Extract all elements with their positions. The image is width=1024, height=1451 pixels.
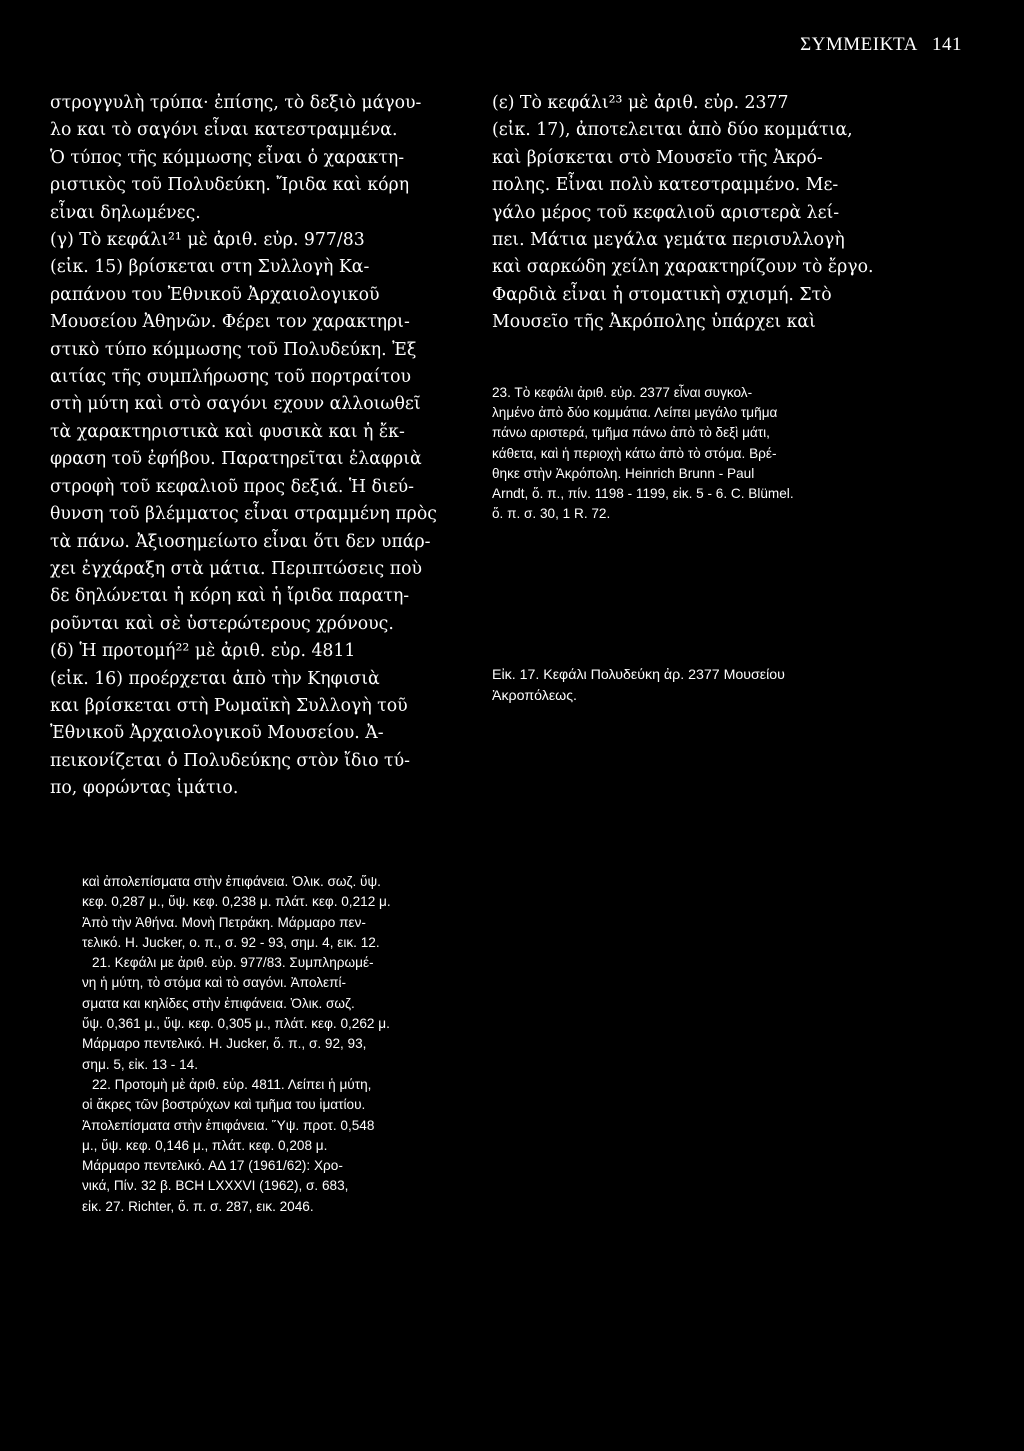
footnote-line: ὅ. π. σ. 30, 1 R. 72. [492,506,611,522]
journal-title: ΣΥΜΜΕΙΚΤΑ [800,34,917,55]
text-line: (εἰκ. 16) προέρχεται ἀπὸ τὴν Κηφισιὰ [50,668,380,689]
text-line: (γ) Τὸ κεφάλι²¹ μὲ ἀριθ. εὐρ. 977/83 [50,230,365,251]
text-line: τὰ χαρακτηριστικὰ καὶ φυσικὰ και ἡ ἔκ- [50,421,405,442]
footnote-23 [492,383,892,524]
caption-line: Εἰκ. 17. Κεφάλι Πολυδεύκη ἀρ. 2377 Μουσείου [492,667,785,683]
left-column-text [50,90,462,803]
footnote-line: θηκε στὴν Ἀκρόπολη. Heinrich Brunn - Paul [492,465,755,481]
footnote-line: τελικό. H. Jucker, o. π., σ. 92 - 93, σημ. 4, εικ. 12. [82,934,380,950]
text-line: πο, φορώντας ἱμάτιο. [50,778,239,799]
text-line: πολης. Εἶναι πολὺ κατεστραμμένο. Με- [492,175,839,196]
page-number: 141 [932,34,962,55]
text-line: πεικονίζεται ὁ Πολυδεύκης στὸν ἴδιο τύ- [50,750,410,771]
footnote-line: πάνω αριστερά, τμῆμα πάνω ἀπὸ τὸ δεξὶ μάτι, [492,425,770,441]
text-line: γάλο μέρος τοῦ κεφαλιοῦ αριστερὰ λεί- [492,202,840,223]
text-line: (ε) Τὸ κεφάλι²³ μὲ ἀριθ. εὐρ. 2377 [492,93,789,113]
footnote-line: Ἀπὸ τὴν Ἀθήνα. Μονὴ Πετράκη. Μάρμαρο πεν- [82,914,366,930]
footnote-line: Ἀπολεπίσματα στὴν ἐπιφάνεια. Ὕψ. προτ. 0,548 [82,1117,375,1133]
text-line: ροῦνται καὶ σὲ ὑστερώτερους χρόνους. [50,613,394,634]
footnote-line: Arndt, ὅ. π., πίν. 1198 - 1199, εἰκ. 5 - 6. C. Blümel. [492,486,794,502]
footnote-line: καὶ ἀπολεπίσματα στὴν ἐπιφάνεια. Ὁλικ. σωζ. ὕψ. [82,874,381,889]
footnote-line: μ., ὕψ. κεφ. 0,146 μ., πλάτ. κεφ. 0,208 μ. [82,1137,328,1153]
figure-caption [492,665,892,707]
text-line: Μουσεῖο τῆς Ἀκρόπολης ὑπάρχει καὶ [492,312,816,333]
text-line: στροφὴ τοῦ κεφαλιοῦ προς δεξιά. Ἡ διεύ- [50,476,415,497]
footnotes-bottom [82,872,482,1217]
text-line: τὰ πάνω. Ἀξιοσημείωτο εἶναι ὅτι δεν υπάρ- [50,531,431,552]
caption-line: Ἀκροπόλεως. [492,688,577,704]
text-line: και βρίσκεται στὴ Ρωμαϊκὴ Συλλογὴ τοῦ [50,695,408,716]
text-line: (εἰκ. 15) βρίσκεται στη Συλλογὴ Κα- [50,257,370,278]
text-line: Φαρδιὰ εἶναι ἡ στοματικὴ σχισμή. Στὸ [492,284,832,305]
text-line: θυνση τοῦ βλέμματος εἶναι στραμμένη πρὸς [50,504,437,525]
running-head [800,34,962,56]
footnote-line: 22. Προτομὴ μὲ ἀριθ. εὐρ. 4811. Λείπει ἡ μύτη, [92,1076,372,1092]
text-line: καὶ βρίσκεται στὸ Μουσεῖο τῆς Ἀκρό- [492,147,823,168]
text-line: αιτίας τῆς συμπλήρωσης τοῦ πορτραίτου [50,367,411,388]
footnote-line: κάθετα, καὶ ἡ περιοχὴ κάτω ἀπὸ τὸ στόμα. Βρέ- [492,445,777,461]
footnote-line: λημένο ἀπὸ δύο κομμάτια. Λείπει μεγάλο τμῆμα [492,405,778,421]
text-line: στρογγυλὴ τρύπα· ἐπίσης, τὸ δεξιὸ μάγου- [50,93,422,113]
text-line: φραση τοῦ ἐφήβου. Παρατηρεῖται ἐλαφριὰ [50,449,422,470]
text-line: χει ἐγχάραξη στὰ μάτια. Περιπτώσεις ποὺ [50,558,422,579]
footnote-line: κεφ. 0,287 μ., ὕψ. κεφ. 0,238 μ. πλάτ. κεφ. 0,212 μ. [82,894,391,910]
text-line: Ὁ τύπος τῆς κόμμωσης εἶναι ὁ χαρακτη- [50,147,405,168]
text-line: στὴ μύτη καὶ στὸ σαγόνι εχουν αλλοιωθεῖ [50,394,421,415]
text-line: λο και τὸ σαγόνι εἶναι κατεστραμμένα. [50,120,398,141]
footnote-line: οἱ ἄκρες τῶν βοστρύχων καὶ τμῆμα του ἱματίου. [82,1097,366,1113]
text-line: (δ) Ἡ προτομή²² μὲ ἀριθ. εὐρ. 4811 [50,641,356,662]
text-line: στικὸ τύπο κόμμωσης τοῦ Πολυδεύκη. Ἐξ [50,339,417,360]
footnote-line: ὕψ. 0,361 μ., ὕψ. κεφ. 0,305 μ., πλάτ. κεφ. 0,262 μ. [82,1016,390,1032]
right-column-text [492,90,892,337]
footnote-line: σημ. 5, εἰκ. 13 - 14. [82,1056,198,1072]
footnote-line: νη ἡ μύτη, τὸ στόμα καὶ τὸ σαγόνι. Ἀπολεπί- [82,975,347,991]
text-line: δε δηλώνεται ἡ κόρη καὶ ἡ ἴριδα παρατη- [50,586,410,607]
footnote-line: 23. Τὸ κεφάλι ἀριθ. εὐρ. 2377 εἶναι συγκολ- [492,385,753,400]
text-line: Μουσείου Ἀθηνῶν. Φέρει τον χαρακτηρι- [50,312,410,333]
text-line: (εἰκ. 17), ἀποτελειται ἀπὸ δύο κομμάτια, [492,120,853,141]
text-line: πει. Μάτια μεγάλα γεμάτα περισυλλογὴ [492,230,845,251]
footnote-line: 21. Κεφάλι με ἀριθ. εὐρ. 977/83. Συμπληρωμέ- [92,955,374,971]
text-line: εἶναι δηλωμένες. [50,202,201,223]
footnote-line: εἰκ. 27. Richter, ὅ. π. σ. 287, εικ. 2046. [82,1198,314,1214]
text-line: ραπάνου του Ἐθνικοῦ Ἀρχαιολογικοῦ [50,284,380,305]
text-line: ριστικὸς τοῦ Πολυδεύκη. Ἴριδα καὶ κόρη [50,175,410,196]
text-line: καὶ σαρκώδη χείλη χαρακτηρίζουν τὸ ἔργο. [492,257,874,278]
footnote-line: Μάρμαρο πεντελικό. H. Jucker, ὅ. π., σ. 92, 93, [82,1036,367,1052]
footnote-line: σματα και κηλίδες στὴν ἐπιφάνεια. Ὁλικ. σωζ. [82,995,355,1011]
footnote-line: νικά, Πίν. 32 β. BCH LXXXVI (1962), σ. 683, [82,1178,349,1194]
footnote-line: Μάρμαρο πεντελικό. ΑΔ 17 (1961/62): Χρο- [82,1158,343,1174]
text-line: Ἐθνικοῦ Ἀρχαιολογικοῦ Μουσείου. Ἀ- [50,723,384,744]
